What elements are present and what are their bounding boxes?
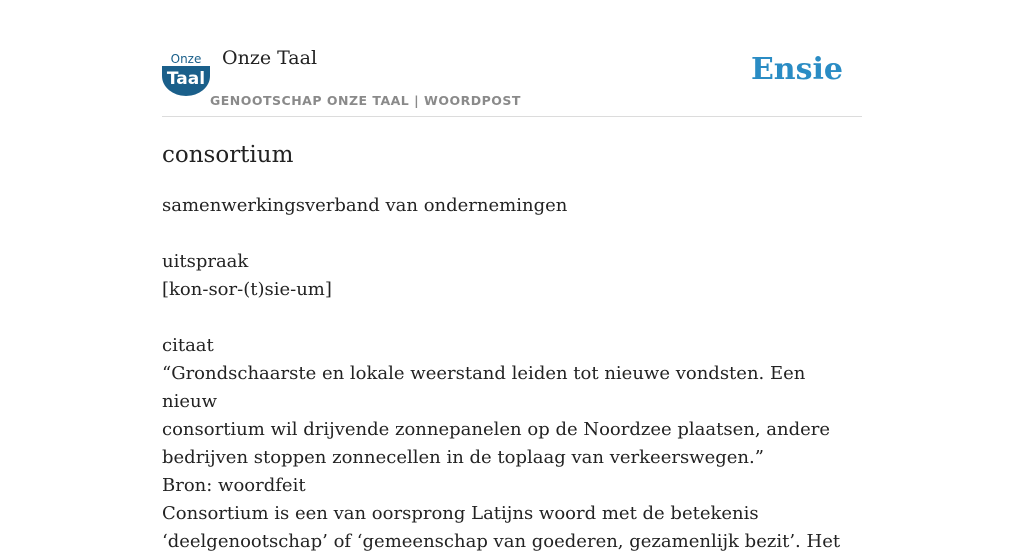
quote-line: “Grondschaarste en lokale weerstand leiden tot nieuwe vondsten. Een nieuw — [162, 363, 806, 412]
quote-label: citaat — [162, 335, 214, 356]
site-name[interactable]: Onze Taal — [222, 47, 318, 69]
spacer — [162, 220, 862, 248]
quote-source: Bron: woordfeit — [162, 475, 306, 496]
explanation-line: ‘deelgenootschap’ of ‘gemeenschap van goederen, gezamenlijk bezit’. Het — [162, 531, 841, 552]
pronunciation-value: [kon-sor-(t)sie-um] — [162, 279, 332, 300]
entry-definition: samenwerkingsverband van ondernemingen — [162, 195, 568, 216]
logo-text-top: Onze — [170, 52, 202, 66]
explanation-line: Consortium is een van oorsprong Latijns woord met de betekenis — [162, 503, 759, 524]
spacer — [162, 304, 862, 332]
page-header — [162, 0, 862, 117]
quote-line: consortium wil drijvende zonnepanelen op de Noordzee plaatsen, andere — [162, 419, 831, 440]
site-subtitle: GENOOTSCHAP ONZE TAAL | WOORDPOST — [210, 93, 521, 108]
entry-content — [162, 192, 862, 556]
page-container — [162, 0, 862, 552]
pronunciation-label: uitspraak — [162, 251, 249, 272]
quote-line: bedrijven stoppen zonnecellen in de toplaag van verkeerswegen.” — [162, 447, 764, 468]
onze-taal-logo[interactable] — [162, 50, 210, 96]
ensie-logo-link[interactable]: Ensie — [750, 52, 843, 87]
logo-text-bottom: Taal — [166, 69, 206, 89]
entry-title: consortium — [162, 142, 294, 168]
